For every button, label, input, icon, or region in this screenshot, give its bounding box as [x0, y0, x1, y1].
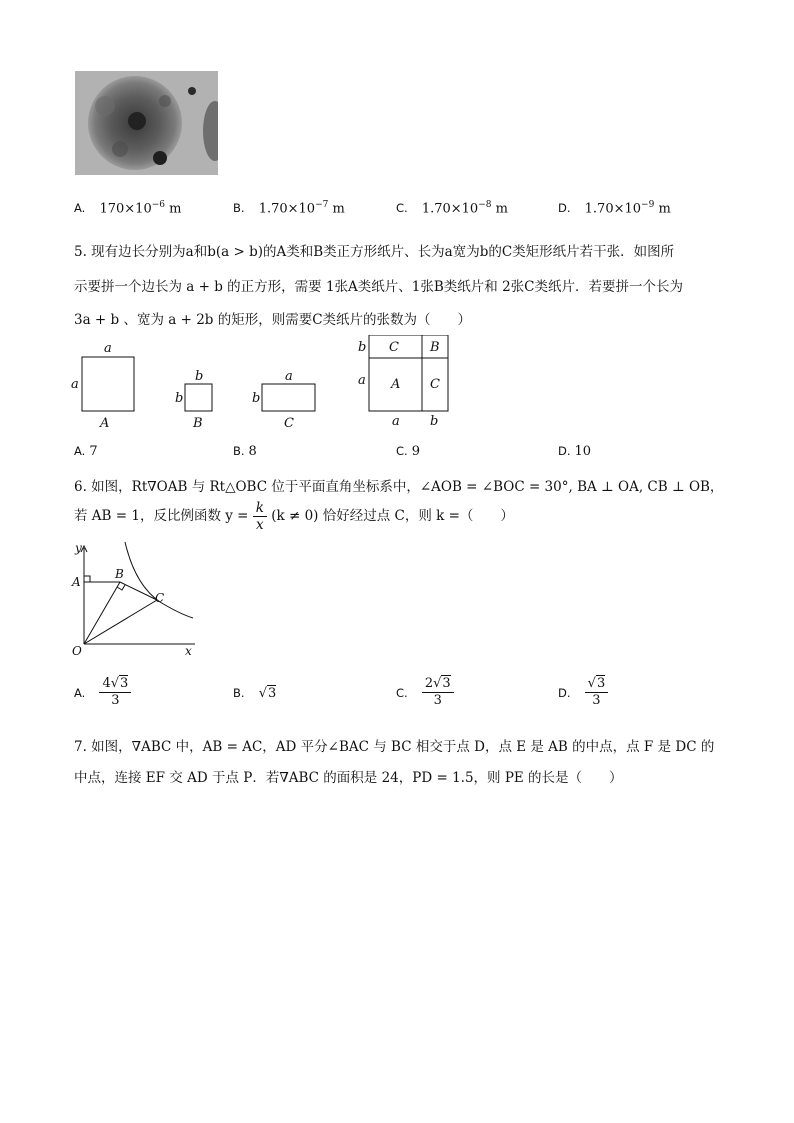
- square-a-left-label: a: [71, 377, 79, 392]
- q4-option-a[interactable]: A. $170\times 10^{-6}$ m: [74, 200, 182, 217]
- composite-cell-c-right: C: [430, 377, 440, 392]
- q6-option-b[interactable]: B. √3: [233, 686, 277, 701]
- q4-option-b[interactable]: B. $1.70\times 10^{-7}$ m: [233, 200, 345, 217]
- square-b-top-label: b: [195, 369, 204, 384]
- q6-option-a[interactable]: A. $\frac{4√3}{3}$: [74, 676, 131, 709]
- k-over-x-fraction: $\frac{k}{x}$: [253, 500, 267, 533]
- q5-option-d[interactable]: D. 10: [558, 444, 592, 459]
- q7-line-1: 7. 如图，∇ABC 中，AB = AC，AD 平分∠BAC 与 BC 相交于点 D，点 E 是 AB 的中点，点 F 是 DC 的: [74, 739, 715, 755]
- composite-cell-c-top: C: [389, 340, 399, 355]
- composite-cell-a: A: [391, 377, 401, 392]
- y-axis-label: y: [75, 541, 82, 555]
- rect-c-top-label: a: [285, 369, 293, 384]
- square-b: [185, 384, 212, 411]
- origin-label: O: [72, 644, 82, 658]
- q5-line-3: 3a + b 、宽为 a + 2b 的矩形，则需要C类纸片的张数为（ ）: [74, 312, 472, 328]
- square-b-bottom-label: B: [193, 416, 203, 431]
- rect-c-bottom-label: C: [284, 416, 294, 431]
- q6-figure: [65, 540, 205, 660]
- composite-cell-b: B: [430, 340, 440, 355]
- q5-line-1: 5. 现有边长分别为a和b(a > b)的A类和B类正方形纸片、长为a宽为b的C类矩形纸片若干张．如图所: [74, 244, 675, 260]
- square-a: [82, 357, 134, 411]
- composite-bottom-a: a: [392, 414, 400, 429]
- rect-c-left-label: b: [252, 391, 261, 406]
- composite-left-b: b: [358, 340, 367, 355]
- q4-option-c[interactable]: C. $1.70\times 10^{-8}$ m: [396, 200, 508, 217]
- point-c-label: C: [155, 591, 165, 605]
- composite-left-a: a: [358, 373, 366, 388]
- point-a-label: A: [72, 575, 81, 589]
- q5-option-c[interactable]: C. 9: [396, 444, 420, 459]
- x-axis-label: x: [185, 644, 192, 658]
- q5-option-b[interactable]: B. 8: [233, 444, 257, 459]
- composite-bottom-b: b: [430, 414, 439, 429]
- square-a-bottom-label: A: [100, 416, 110, 431]
- q7-line-2: 中点，连接 EF 交 AD 于点 P．若∇ABC 的面积是 24，PD = 1.5，则 PE 的长是（ ）: [74, 770, 623, 786]
- q5-option-a[interactable]: A. 7: [74, 444, 98, 459]
- q4-option-d[interactable]: D. $1.70\times 10^{-9}$ m: [558, 200, 671, 217]
- q6-option-d[interactable]: D. $\frac{√3}{3}$: [558, 676, 608, 709]
- square-a-top-label: a: [104, 341, 112, 356]
- point-b-label: B: [115, 567, 124, 581]
- q6-line-2: 若 AB = 1，反比例函数 y = $\frac{k}{x}$ (k ≠ 0) 恰好经过点 C，则 k =（ ）: [74, 500, 514, 533]
- micrograph-image: [75, 71, 218, 175]
- q6-line-1: 6. 如图，Rt∇OAB 与 Rt△OBC 位于平面直角坐标系中，∠AOB = ∠BOC = 30°, BA ⊥ OA, CB ⊥ OB，: [74, 479, 724, 495]
- q5-line-2: 示要拼一个边长为 a + b 的正方形，需要 1张A类纸片、1张B类纸片和 2张C类纸片．若要拼一个长为: [74, 279, 684, 295]
- q5-figure: [60, 335, 470, 435]
- square-b-left-label: b: [175, 391, 184, 406]
- q6-option-c[interactable]: C. $\frac{2√3}{3}$: [396, 676, 454, 709]
- rect-c: [262, 384, 315, 411]
